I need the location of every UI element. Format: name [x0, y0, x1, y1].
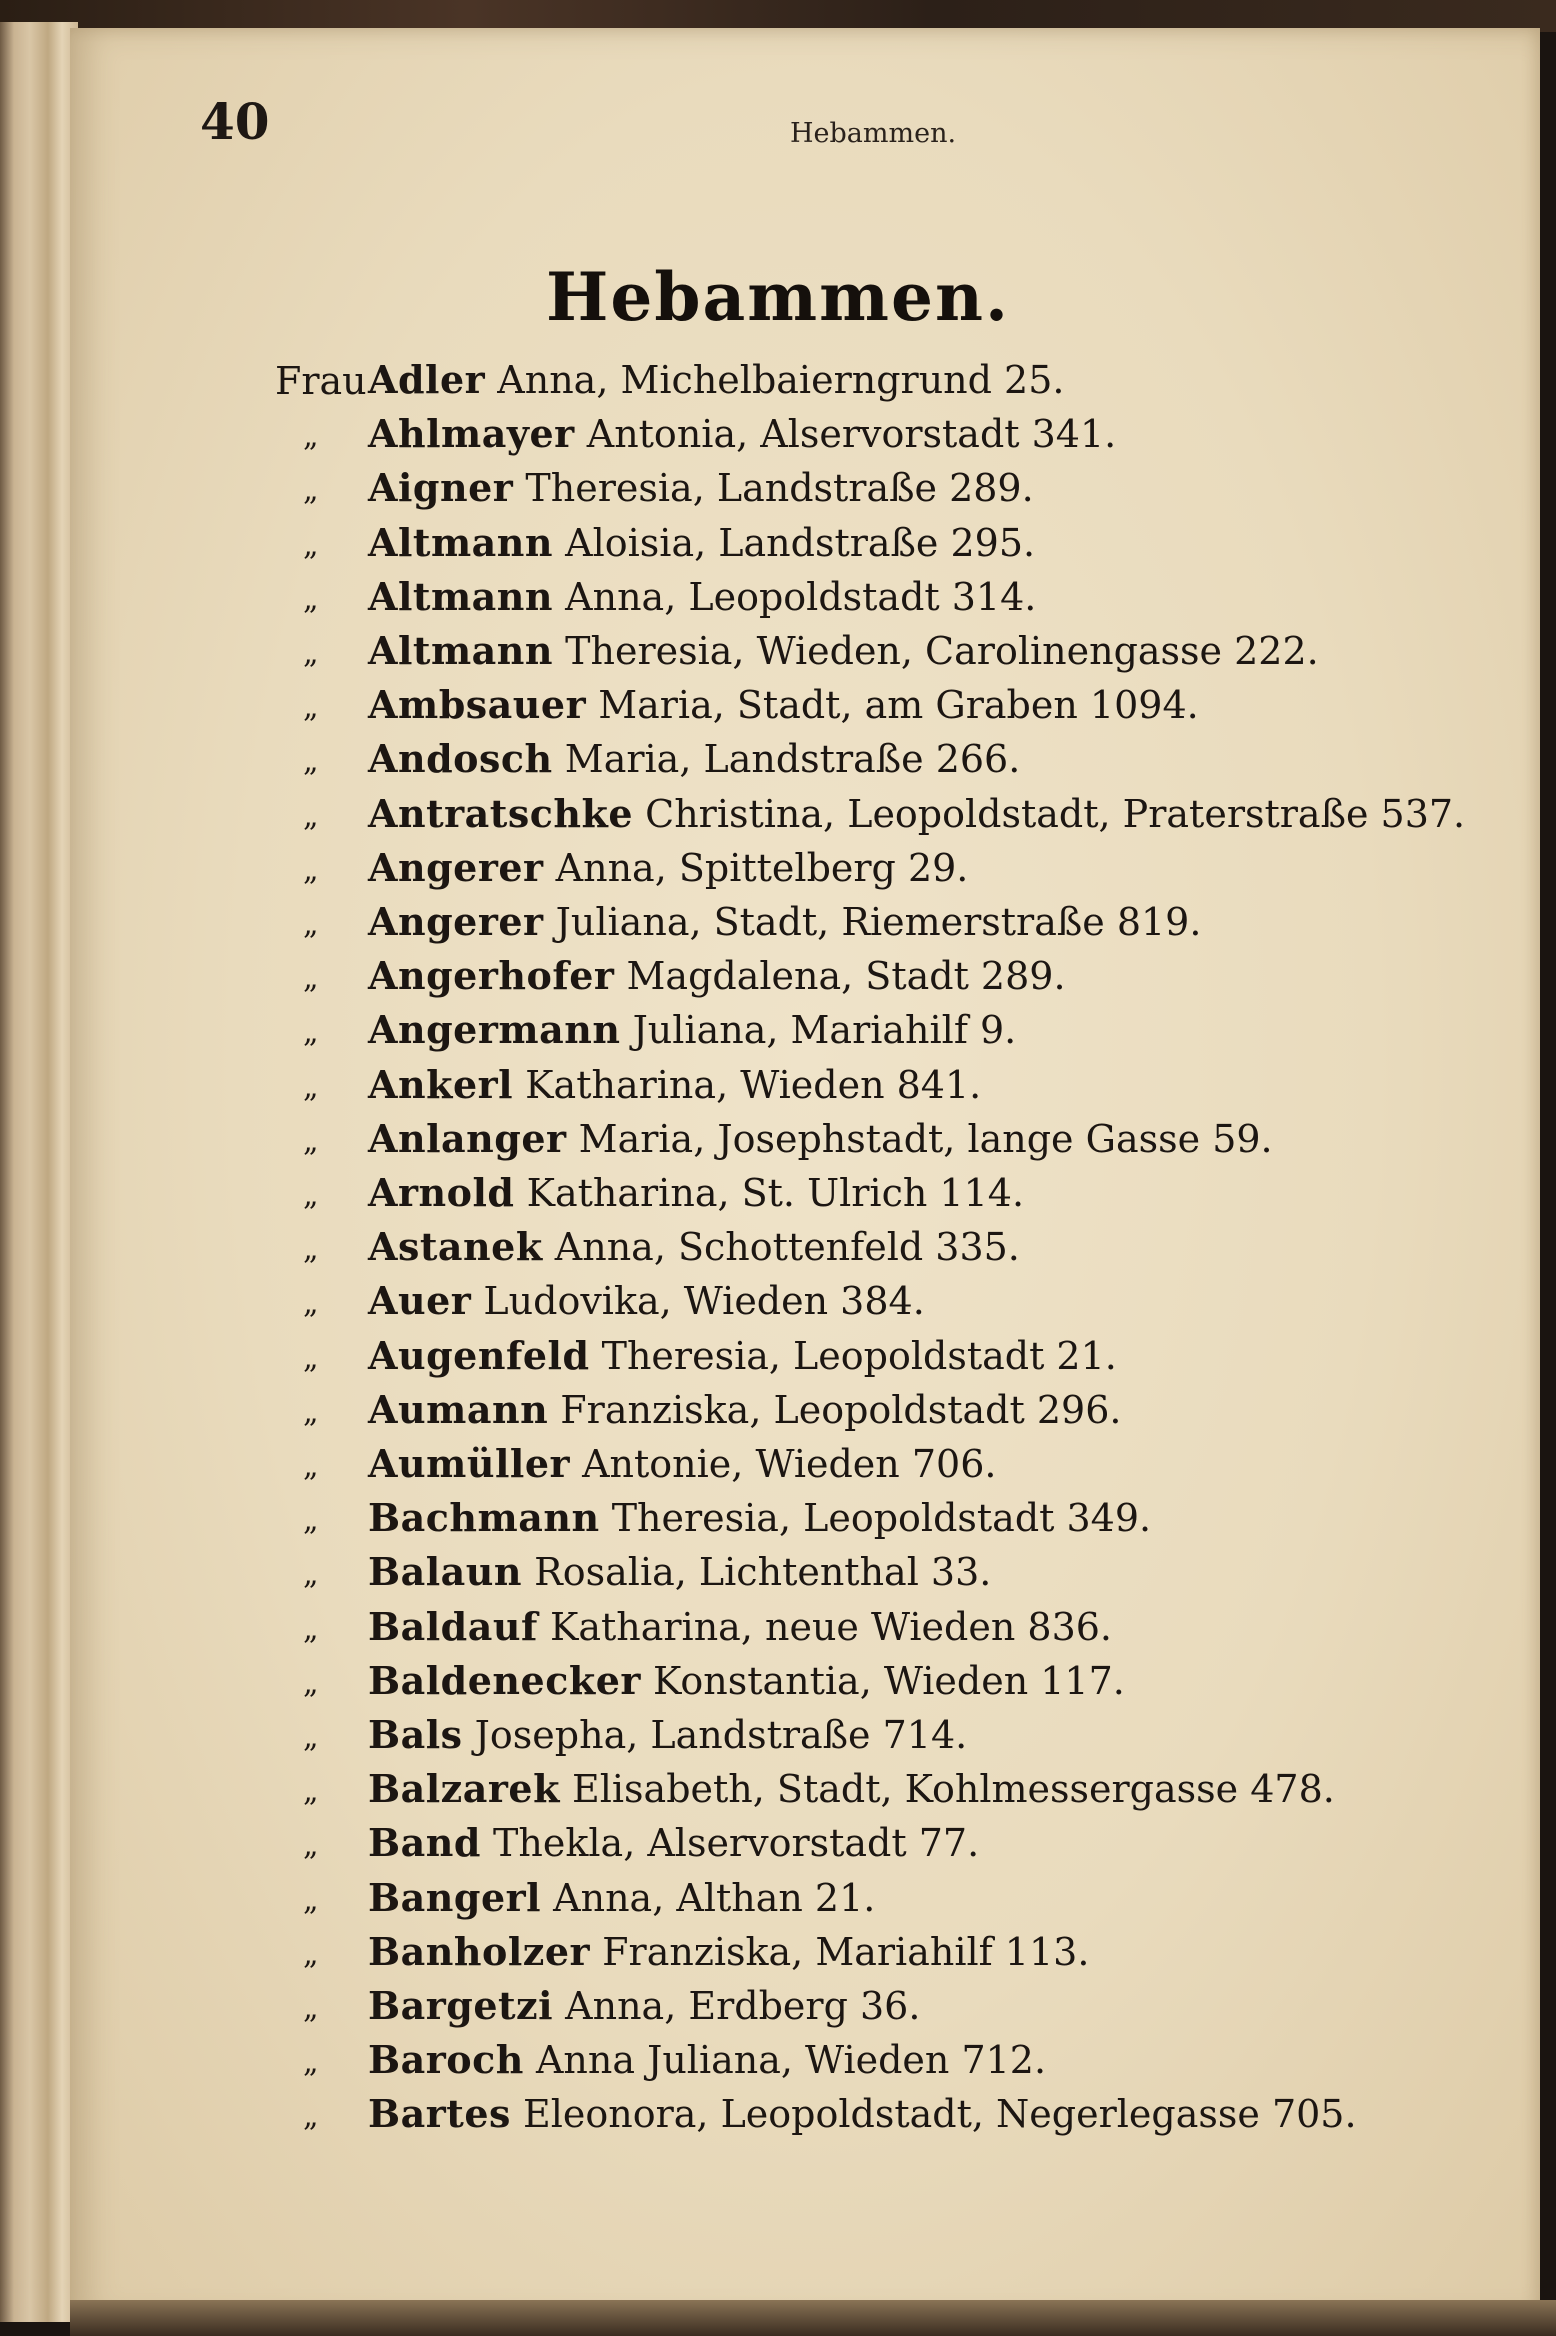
- entry-text: [368, 953, 1066, 998]
- surname: Baroch: [368, 2037, 524, 2082]
- given-name-and-address: Antonie, Wieden 706.: [582, 1442, 997, 1486]
- entry-text: [368, 465, 1034, 510]
- given-name-and-address: Elisabeth, Stadt, Kohlmessergasse 478.: [572, 1767, 1335, 1811]
- surname: Ahlmayer: [368, 411, 575, 456]
- entry-text: [368, 1820, 979, 1865]
- ditto-mark: „: [303, 961, 319, 996]
- ditto-mark: „: [303, 1015, 319, 1050]
- ditto-mark: „: [303, 1720, 319, 1755]
- entry-text: [368, 899, 1201, 944]
- given-name-and-address: Anna, Spittelberg 29.: [555, 846, 969, 890]
- surname: Aumüller: [368, 1441, 571, 1486]
- entry-text: [368, 1278, 925, 1323]
- ditto-mark: „: [303, 690, 319, 725]
- ditto-mark: „: [303, 1991, 319, 2026]
- surname: Adler: [368, 357, 486, 402]
- ditto-mark: „: [303, 744, 319, 779]
- surname: Angerhofer: [368, 953, 615, 998]
- surname: Aigner: [368, 465, 514, 510]
- given-name-and-address: Maria, Josephstadt, lange Gasse 59.: [578, 1117, 1273, 1161]
- entry-text: [368, 1549, 991, 1594]
- surname: Bachmann: [368, 1495, 600, 1540]
- entry-text: [368, 1387, 1121, 1432]
- ditto-mark: „: [303, 1557, 319, 1592]
- page-edges-left: [0, 22, 78, 2322]
- entry-text: [368, 736, 1020, 781]
- surname: Angerer: [368, 899, 544, 944]
- surname: Ambsauer: [368, 682, 587, 727]
- entry-text: [368, 1062, 981, 1107]
- given-name-and-address: Juliana, Stadt, Riemerstraße 819.: [555, 900, 1202, 944]
- ditto-mark: „: [303, 1828, 319, 1863]
- surname: Bals: [368, 1712, 463, 1757]
- entry-text: [368, 1875, 875, 1920]
- entry-text: [368, 1224, 1020, 1269]
- ditto-mark: „: [303, 1341, 319, 1376]
- book-bottom-edge: [70, 2300, 1556, 2336]
- given-name-and-address: Christina, Leopoldstadt, Praterstraße 537.: [645, 792, 1466, 836]
- surname: Auer: [368, 1278, 472, 1323]
- entry-text: [368, 628, 1319, 673]
- entry-text: [368, 1116, 1273, 1161]
- entry-text: [368, 1604, 1112, 1649]
- surname: Altmann: [368, 520, 554, 565]
- ditto-mark: „: [303, 1774, 319, 1809]
- ditto-mark: „: [303, 473, 319, 508]
- given-name-and-address: Theresia, Landstraße 289.: [525, 466, 1034, 510]
- ditto-mark: „: [303, 1612, 319, 1647]
- surname: Baldenecker: [368, 1658, 641, 1703]
- given-name-and-address: Maria, Landstraße 266.: [564, 737, 1021, 781]
- page-title: Hebammen.: [546, 258, 1010, 336]
- ditto-mark: „: [303, 636, 319, 671]
- ditto-mark: „: [303, 1937, 319, 1972]
- ditto-mark: „: [303, 853, 319, 888]
- given-name-and-address: Franziska, Mariahilf 113.: [602, 1930, 1090, 1974]
- surname: Bargetzi: [368, 1983, 554, 2028]
- surname: Baldauf: [368, 1604, 538, 1649]
- given-name-and-address: Ludovika, Wieden 384.: [483, 1279, 925, 1323]
- entry-text: [368, 1983, 920, 2028]
- entry-text: [368, 1170, 1024, 1215]
- given-name-and-address: Konstantia, Wieden 117.: [653, 1659, 1125, 1703]
- given-name-and-address: Katharina, neue Wieden 836.: [549, 1605, 1112, 1649]
- given-name-and-address: Antonia, Alservorstadt 341.: [586, 412, 1117, 456]
- surname: Altmann: [368, 628, 554, 673]
- entry-text: [368, 2091, 1357, 2136]
- surname: Balzarek: [368, 1766, 560, 1811]
- ditto-mark: „: [303, 528, 319, 563]
- entry-text: [368, 1333, 1117, 1378]
- ditto-mark: „: [303, 1286, 319, 1321]
- given-name-and-address: Anna, Leopoldstadt 314.: [565, 575, 1037, 619]
- ditto-mark: „: [303, 1883, 319, 1918]
- entry-text: [368, 574, 1036, 619]
- given-name-and-address: Franziska, Leopoldstadt 296.: [560, 1388, 1122, 1432]
- ditto-mark: „: [303, 419, 319, 454]
- running-head: Hebammen.: [790, 118, 957, 149]
- surname: Angerer: [368, 845, 544, 890]
- given-name-and-address: Theresia, Leopoldstadt 349.: [611, 1496, 1152, 1540]
- surname: Balaun: [368, 1549, 523, 1594]
- entry-text: [368, 1007, 1016, 1052]
- given-name-and-address: Anna, Michelbaierngrund 25.: [497, 358, 1065, 402]
- ditto-mark: „: [303, 582, 319, 617]
- given-name-and-address: Eleonora, Leopoldstadt, Negerlegasse 705.: [522, 2092, 1357, 2136]
- entry-text: [368, 411, 1116, 456]
- given-name-and-address: Juliana, Mariahilf 9.: [632, 1008, 1017, 1052]
- given-name-and-address: Anna, Althan 21.: [553, 1876, 876, 1920]
- surname: Antratschke: [368, 791, 634, 836]
- entry-text: [368, 1929, 1089, 1974]
- given-name-and-address: Magdalena, Stadt 289.: [626, 954, 1066, 998]
- surname: Altmann: [368, 574, 554, 619]
- surname: Augenfeld: [368, 1333, 590, 1378]
- given-name-and-address: Anna, Erdberg 36.: [565, 1984, 921, 2028]
- ditto-mark: „: [303, 1124, 319, 1159]
- entry-text: [368, 845, 968, 890]
- given-name-and-address: Katharina, Wieden 841.: [525, 1063, 982, 1107]
- surname: Bartes: [368, 2091, 511, 2136]
- ditto-mark: „: [303, 1503, 319, 1538]
- given-name-and-address: Katharina, St. Ulrich 114.: [526, 1171, 1025, 1215]
- given-name-and-address: Anna, Schottenfeld 335.: [554, 1225, 1020, 1269]
- entry-text: [368, 2037, 1046, 2082]
- page-number: 40: [200, 92, 270, 151]
- ditto-mark: „: [303, 1232, 319, 1267]
- surname: Aumann: [368, 1387, 549, 1432]
- entry-text: [368, 1658, 1125, 1703]
- ditto-mark: „: [303, 799, 319, 834]
- surname: Band: [368, 1820, 481, 1865]
- given-name-and-address: Rosalia, Lichtenthal 33.: [534, 1550, 992, 1594]
- surname: Ankerl: [368, 1062, 514, 1107]
- entry-text: [368, 791, 1465, 836]
- surname: Astanek: [368, 1224, 543, 1269]
- ditto-mark: „: [303, 2045, 319, 2080]
- ditto-mark: „: [303, 1178, 319, 1213]
- title-prefix: Frau: [275, 359, 367, 403]
- surname: Andosch: [368, 736, 553, 781]
- given-name-and-address: Thekla, Alservorstadt 77.: [493, 1821, 980, 1865]
- ditto-mark: „: [303, 1449, 319, 1484]
- given-name-and-address: Anna Juliana, Wieden 712.: [535, 2038, 1047, 2082]
- ditto-mark: „: [303, 1070, 319, 1105]
- surname: Anlanger: [368, 1116, 567, 1161]
- entry-text: [368, 1495, 1151, 1540]
- entry-text: [368, 1712, 967, 1757]
- ditto-mark: „: [303, 1666, 319, 1701]
- surname: Arnold: [368, 1170, 515, 1215]
- entry-text: [368, 1766, 1335, 1811]
- surname: Bangerl: [368, 1875, 542, 1920]
- given-name-and-address: Josepha, Landstraße 714.: [474, 1713, 968, 1757]
- entry-text: [368, 1441, 996, 1486]
- given-name-and-address: Aloisia, Landstraße 295.: [565, 521, 1036, 565]
- given-name-and-address: Theresia, Leopoldstadt 21.: [601, 1334, 1117, 1378]
- entry-text: [368, 682, 1199, 727]
- entry-text: [368, 520, 1035, 565]
- ditto-mark: „: [303, 1395, 319, 1430]
- surname: Banholzer: [368, 1929, 591, 1974]
- entry-text: [368, 357, 1064, 402]
- given-name-and-address: Maria, Stadt, am Graben 1094.: [598, 683, 1199, 727]
- ditto-mark: „: [303, 907, 319, 942]
- ditto-mark: „: [303, 2099, 319, 2134]
- given-name-and-address: Theresia, Wieden, Carolinengasse 222.: [565, 629, 1319, 673]
- surname: Angermann: [368, 1007, 621, 1052]
